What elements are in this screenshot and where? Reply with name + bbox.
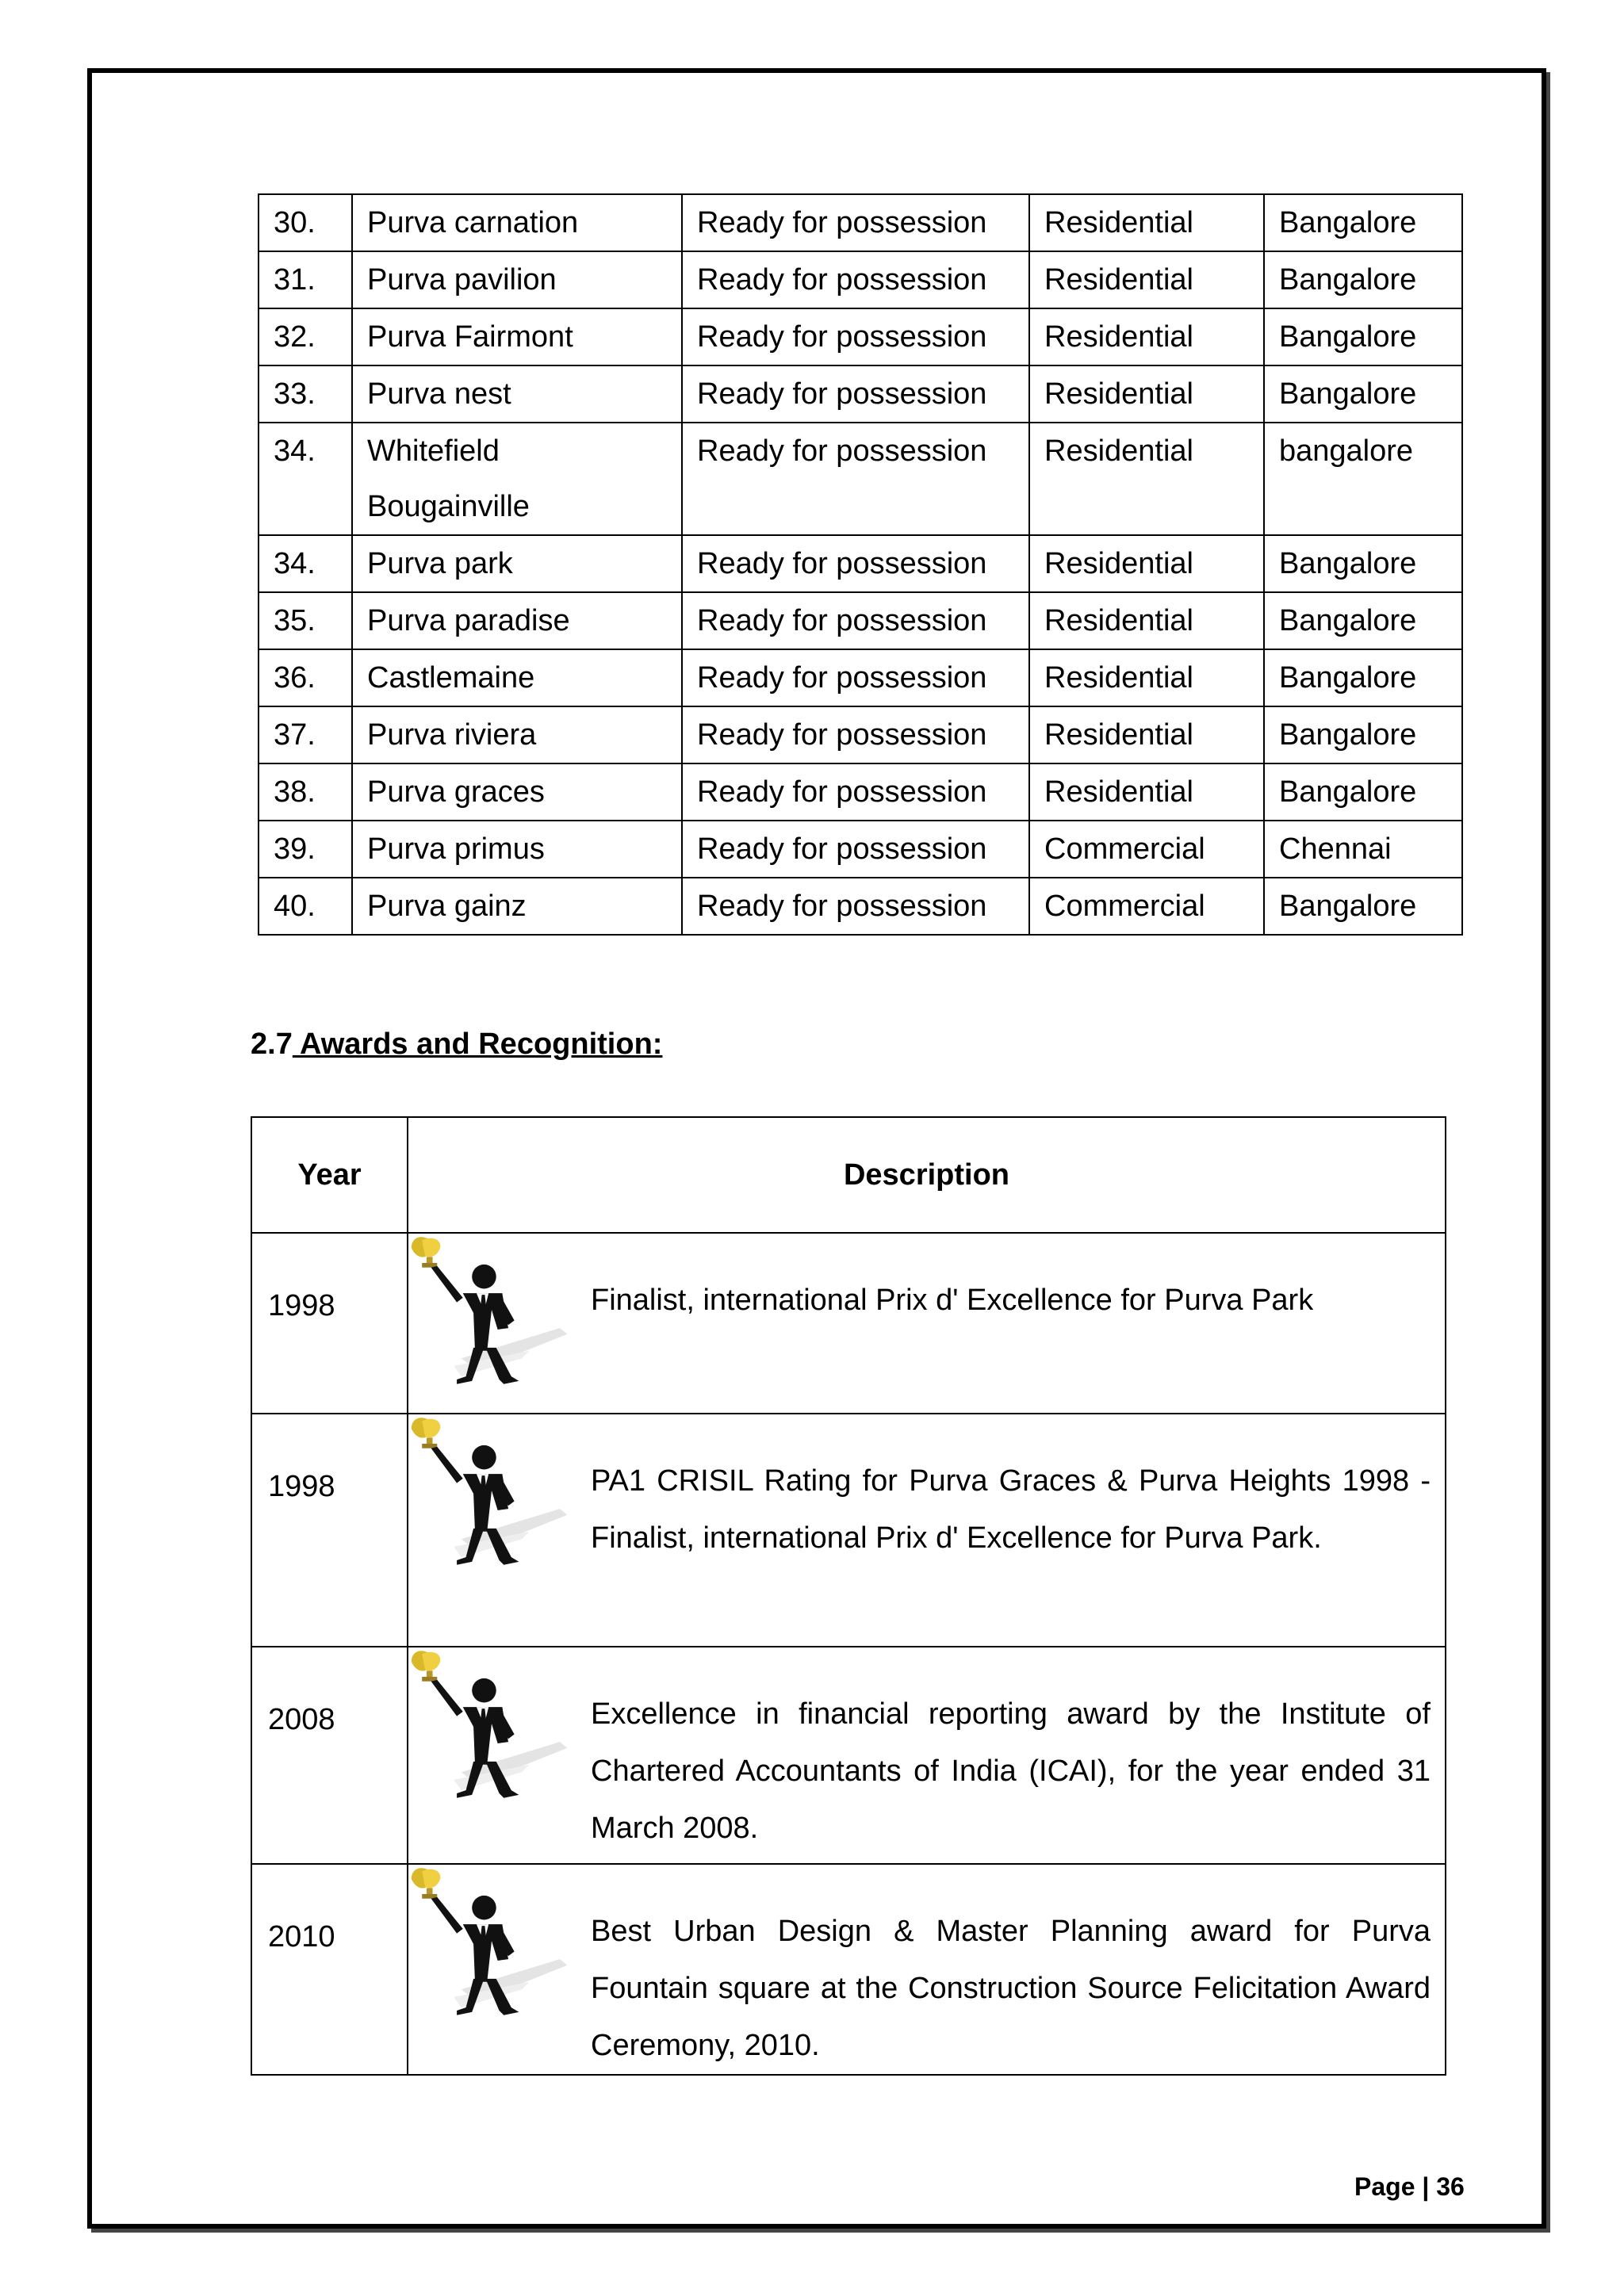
- table-row: [259, 365, 1462, 423]
- table-row: [259, 423, 1462, 535]
- project-name-line-1: Whitefield: [367, 434, 500, 468]
- row-number: 37.: [259, 706, 352, 763]
- project-name: Castlemaine: [352, 649, 682, 706]
- page-number: Page | 36: [1354, 2172, 1465, 2201]
- project-name: Purva paradise: [352, 592, 682, 649]
- project-name: [352, 423, 682, 535]
- project-type: Commercial: [1029, 878, 1264, 935]
- project-status: Ready for possession: [682, 763, 1029, 821]
- trophy-winner-icon: [408, 1647, 591, 1806]
- project-type: Residential: [1029, 194, 1264, 251]
- table-row: [251, 1864, 1446, 2075]
- award-description: PA1 CRISIL Rating for Purva Graces & Purva Heights 1998 - Finalist, international Prix d' Excellence for Purva Park.: [591, 1464, 1431, 1555]
- award-description-cell: [408, 1864, 1446, 2075]
- project-city: Bangalore: [1264, 251, 1462, 308]
- project-city: Bangalore: [1264, 649, 1462, 706]
- awards-table: [251, 1116, 1446, 2076]
- project-type: Residential: [1029, 592, 1264, 649]
- table-row: [259, 535, 1462, 592]
- project-name: Purva primus: [352, 821, 682, 878]
- project-status: Ready for possession: [682, 535, 1029, 592]
- award-description: Best Urban Design & Master Planning award for Purva Fountain square at the Construction Source Felicitation Award Ceremony, 2010.: [591, 1915, 1431, 2062]
- row-number: 31.: [259, 251, 352, 308]
- project-city: Bangalore: [1264, 194, 1462, 251]
- award-year: 2008: [251, 1647, 408, 1864]
- award-description-cell: [408, 1647, 1446, 1864]
- row-number: 33.: [259, 365, 352, 423]
- award-year: 1998: [251, 1414, 408, 1647]
- award-description: Excellence in financial reporting award by the Institute of Chartered Accountants of India (ICAI), for the year ended 31 March 2008.: [591, 1697, 1431, 1845]
- row-number: 30.: [259, 194, 352, 251]
- award-description-cell: [408, 1233, 1446, 1414]
- project-type: Residential: [1029, 649, 1264, 706]
- project-status: Ready for possession: [682, 365, 1029, 423]
- project-name: Purva nest: [352, 365, 682, 423]
- project-city: Bangalore: [1264, 308, 1462, 365]
- table-row: [259, 821, 1462, 878]
- table-row: [259, 194, 1462, 251]
- row-number: 32.: [259, 308, 352, 365]
- project-status: Ready for possession: [682, 308, 1029, 365]
- section-number: 2.7: [251, 1027, 293, 1061]
- project-city: Bangalore: [1264, 706, 1462, 763]
- project-status: Ready for possession: [682, 194, 1029, 251]
- project-status: Ready for possession: [682, 649, 1029, 706]
- row-number: 39.: [259, 821, 352, 878]
- section-title-text: Awards and Recognition:: [299, 1027, 663, 1061]
- project-name: Purva graces: [352, 763, 682, 821]
- projects-table: [258, 193, 1463, 936]
- project-city: Bangalore: [1264, 763, 1462, 821]
- project-status: Ready for possession: [682, 423, 1029, 535]
- table-row: [259, 706, 1462, 763]
- project-name: Purva gainz: [352, 878, 682, 935]
- project-type: Residential: [1029, 308, 1264, 365]
- row-number: 36.: [259, 649, 352, 706]
- table-row: [259, 763, 1462, 821]
- section-heading: [251, 1027, 662, 1062]
- project-name: Purva riviera: [352, 706, 682, 763]
- project-name-line-2: Bougainville: [367, 490, 530, 523]
- project-type: Residential: [1029, 365, 1264, 423]
- section-title: [293, 1027, 663, 1061]
- project-city: Bangalore: [1264, 592, 1462, 649]
- project-type: Commercial: [1029, 821, 1264, 878]
- table-row: [259, 878, 1462, 935]
- project-status: Ready for possession: [682, 821, 1029, 878]
- row-number: 38.: [259, 763, 352, 821]
- project-type: Residential: [1029, 706, 1264, 763]
- project-city: bangalore: [1264, 423, 1462, 535]
- project-name: Purva Fairmont: [352, 308, 682, 365]
- trophy-winner-icon: [408, 1414, 591, 1573]
- project-status: Ready for possession: [682, 878, 1029, 935]
- award-description-cell: [408, 1414, 1446, 1647]
- header-year: Year: [251, 1117, 408, 1233]
- project-type: Residential: [1029, 763, 1264, 821]
- row-number: 35.: [259, 592, 352, 649]
- project-type: Residential: [1029, 423, 1264, 535]
- table-header-row: [251, 1117, 1446, 1233]
- project-city: Bangalore: [1264, 535, 1462, 592]
- project-name: Purva pavilion: [352, 251, 682, 308]
- project-name: Purva park: [352, 535, 682, 592]
- trophy-winner-icon: [408, 1865, 591, 2023]
- project-city: Chennai: [1264, 821, 1462, 878]
- project-name: Purva carnation: [352, 194, 682, 251]
- award-description: Finalist, international Prix d' Excellence for Purva Park: [591, 1284, 1314, 1317]
- table-row: [259, 649, 1462, 706]
- project-type: Residential: [1029, 535, 1264, 592]
- award-year: 2010: [251, 1864, 408, 2075]
- row-number: 34.: [259, 423, 352, 535]
- table-row: [251, 1414, 1446, 1647]
- table-row: [259, 592, 1462, 649]
- header-description: Description: [408, 1117, 1446, 1233]
- table-row: [259, 251, 1462, 308]
- table-row: [251, 1647, 1446, 1864]
- project-city: Bangalore: [1264, 365, 1462, 423]
- project-type: Residential: [1029, 251, 1264, 308]
- table-row: [251, 1233, 1446, 1414]
- project-status: Ready for possession: [682, 251, 1029, 308]
- project-status: Ready for possession: [682, 706, 1029, 763]
- project-city: Bangalore: [1264, 878, 1462, 935]
- row-number: 40.: [259, 878, 352, 935]
- row-number: 34.: [259, 535, 352, 592]
- trophy-winner-icon: [408, 1234, 591, 1392]
- award-year: 1998: [251, 1233, 408, 1414]
- project-status: Ready for possession: [682, 592, 1029, 649]
- table-row: [259, 308, 1462, 365]
